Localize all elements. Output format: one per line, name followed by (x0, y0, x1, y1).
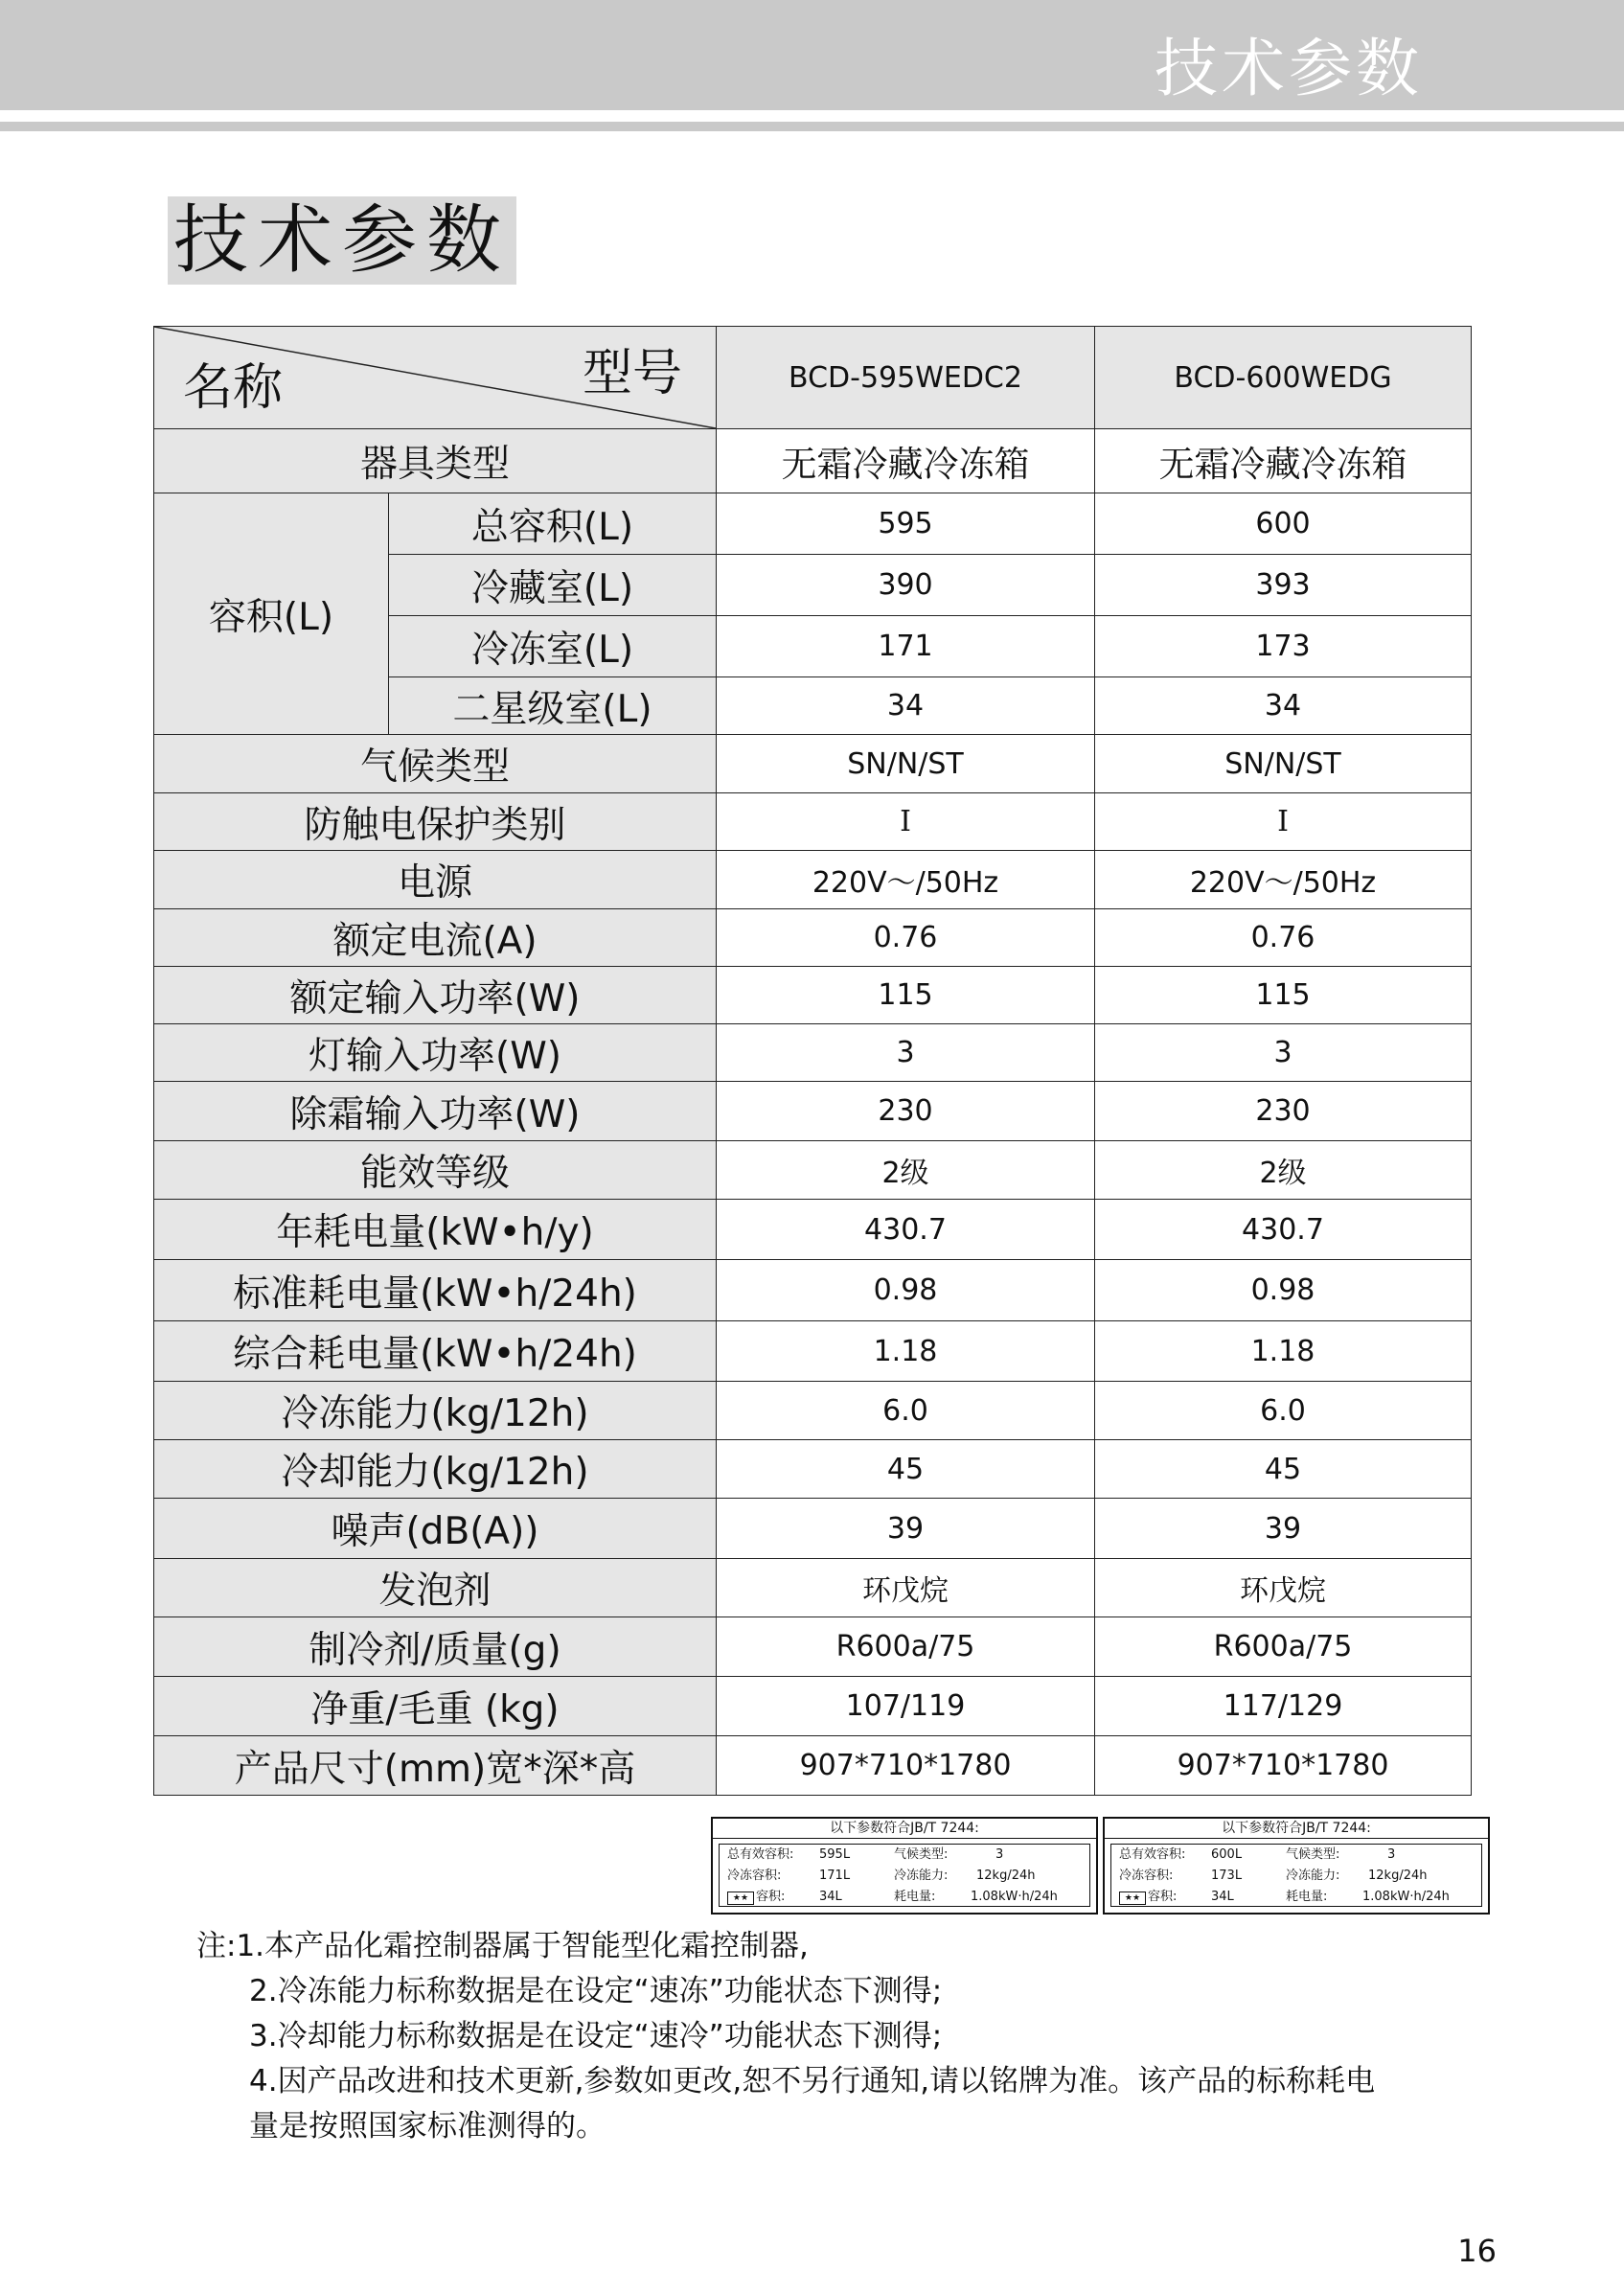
nameplate-key: 气候类型: (894, 1847, 949, 1862)
row-value: SN/N/ST (1095, 735, 1472, 793)
two-star-icon: ★★ (727, 1892, 754, 1905)
nameplate-row (720, 1866, 1089, 1887)
notes-section (196, 1924, 1442, 2149)
row-label: 灯输入功率(W) (154, 1024, 717, 1082)
row-value: 0.76 (1095, 909, 1472, 967)
row-label: 气候类型 (154, 735, 717, 793)
nameplate-key: 冷冻容积: (1119, 1869, 1174, 1883)
model-header: BCD-600WEDG (1095, 327, 1472, 429)
row-label: 除霜输入功率(W) (154, 1082, 717, 1141)
row-value: R600a/75 (717, 1617, 1095, 1677)
row-value: SN/N/ST (717, 735, 1095, 793)
table-row (154, 909, 1472, 967)
row-value: 45 (717, 1440, 1095, 1499)
header-corner-cell (154, 327, 717, 429)
row-value: 3 (717, 1024, 1095, 1082)
table-row (154, 1200, 1472, 1260)
row-value: I (717, 793, 1095, 851)
nameplate-key: 容积: (756, 1890, 786, 1904)
row-value: 0.98 (717, 1260, 1095, 1321)
row-value: 220V～/50Hz (717, 851, 1095, 909)
nameplate-row (1111, 1887, 1481, 1908)
table-row (154, 1440, 1472, 1499)
nameplate-key: 气候类型: (1286, 1847, 1340, 1862)
row-value: 907*710*1780 (717, 1736, 1095, 1796)
row-value: 393 (1095, 555, 1472, 616)
table-row (154, 967, 1472, 1024)
row-value: 无霜冷藏冷冻箱 (1095, 429, 1472, 493)
nameplate-label (711, 1817, 1098, 1915)
row-value: 2级 (1095, 1141, 1472, 1200)
table-row (154, 1141, 1472, 1200)
row-value: 115 (1095, 967, 1472, 1024)
row-value: 34 (1095, 677, 1472, 735)
row-value: 230 (1095, 1082, 1472, 1141)
note-item: 4.因产品改进和技术更新,参数如更改,恕不另行通知,请以铭牌为准。该产品的标称耗电量是按照国家标准测得的。 (249, 2064, 1376, 2144)
table-row (154, 1617, 1472, 1677)
row-label: 额定电流(A) (154, 909, 717, 967)
nameplate-key: 容积: (1148, 1890, 1178, 1904)
row-value: 230 (717, 1082, 1095, 1141)
nameplate-value: 3 (995, 1847, 1004, 1862)
row-value: 2级 (717, 1141, 1095, 1200)
row-value: 环戊烷 (1095, 1559, 1472, 1617)
nameplate-value: 1.08kW·h/24h (1362, 1890, 1450, 1904)
row-value: 0.76 (717, 909, 1095, 967)
nameplate-heading: 以下参数符合JB/T 7244: (713, 1819, 1096, 1839)
row-value: 6.0 (717, 1382, 1095, 1440)
table-row (154, 851, 1472, 909)
table-row (154, 1082, 1472, 1141)
note-item: 3.冷却能力标称数据是在设定“速冷”功能状态下测得; (249, 2019, 943, 2053)
row-label: 年耗电量(kW•h/y) (154, 1200, 717, 1260)
table-row (154, 1499, 1472, 1559)
two-star-icon: ★★ (1119, 1892, 1146, 1905)
nameplate-value: 173L (1211, 1869, 1243, 1883)
nameplate-key: 冷冻容积: (727, 1869, 782, 1883)
row-value: 430.7 (717, 1200, 1095, 1260)
nameplate-key: 总有效容积: (727, 1847, 794, 1862)
row-value: 环戊烷 (717, 1559, 1095, 1617)
row-value: 220V～/50Hz (1095, 851, 1472, 909)
table-row (154, 1024, 1472, 1082)
row-label: 冷冻室(L) (389, 616, 717, 677)
model-header: BCD-595WEDC2 (717, 327, 1095, 429)
table-row (154, 1321, 1472, 1382)
nameplate-value: 3 (1387, 1847, 1396, 1862)
spec-table (153, 326, 1472, 1796)
row-value: 1.18 (1095, 1321, 1472, 1382)
row-label: 二星级室(L) (389, 677, 717, 735)
nameplate-value: 34L (819, 1890, 842, 1904)
nameplate-value: 600L (1211, 1847, 1243, 1862)
row-label: 冷冻能力(kg/12h) (154, 1382, 717, 1440)
nameplate-row (1111, 1845, 1481, 1866)
row-value: 117/129 (1095, 1677, 1472, 1736)
row-label: 冷藏室(L) (389, 555, 717, 616)
nameplate-value: 12kg/24h (1368, 1869, 1428, 1883)
nameplate-value: 595L (819, 1847, 851, 1862)
page-number: 16 (1457, 2233, 1497, 2269)
row-label: 防触电保护类别 (154, 793, 717, 851)
row-label: 能效等级 (154, 1141, 717, 1200)
row-value: 600 (1095, 493, 1472, 555)
row-value: 173 (1095, 616, 1472, 677)
row-value: 171 (717, 616, 1095, 677)
row-label: 净重/毛重 (kg) (154, 1677, 717, 1736)
row-value: 115 (717, 967, 1095, 1024)
row-label: 冷却能力(kg/12h) (154, 1440, 717, 1499)
table-row (154, 735, 1472, 793)
nameplate-key: 耗电量: (894, 1890, 936, 1904)
table-row (154, 793, 1472, 851)
nameplate-value: 1.08kW·h/24h (971, 1890, 1058, 1904)
row-value: 39 (1095, 1499, 1472, 1559)
table-row (154, 1260, 1472, 1321)
row-value: 无霜冷藏冷冻箱 (717, 429, 1095, 493)
row-value: 595 (717, 493, 1095, 555)
table-row (154, 1559, 1472, 1617)
row-value: R600a/75 (1095, 1617, 1472, 1677)
row-label: 发泡剂 (154, 1559, 717, 1617)
row-value: 0.98 (1095, 1260, 1472, 1321)
nameplate-value: 34L (1211, 1890, 1234, 1904)
row-value: 907*710*1780 (1095, 1736, 1472, 1796)
row-label: 标准耗电量(kW•h/24h) (154, 1260, 717, 1321)
row-label: 综合耗电量(kW•h/24h) (154, 1321, 717, 1382)
nameplate-body (719, 1844, 1090, 1907)
row-value: 39 (717, 1499, 1095, 1559)
row-value: 107/119 (717, 1677, 1095, 1736)
nameplate-key: 耗电量: (1286, 1890, 1328, 1904)
row-value: 45 (1095, 1440, 1472, 1499)
row-label: 额定输入功率(W) (154, 967, 717, 1024)
row-label: 制冷剂/质量(g) (154, 1617, 717, 1677)
row-label: 产品尺寸(mm)宽*深*高 (154, 1736, 717, 1796)
table-row (154, 1736, 1472, 1796)
corner-model-label: 型号 (582, 345, 682, 402)
header-band-title: 技术参数 (1155, 32, 1423, 105)
row-label: 电源 (154, 851, 717, 909)
nameplate-label (1103, 1817, 1490, 1915)
row-value: 430.7 (1095, 1200, 1472, 1260)
row-value: 1.18 (717, 1321, 1095, 1382)
table-row (154, 1382, 1472, 1440)
section-title: 技术参数 (168, 196, 516, 285)
table-row (154, 1677, 1472, 1736)
note-item: 注:1.本产品化霜控制器属于智能型化霜控制器, (196, 1929, 809, 1963)
header-divider (0, 122, 1624, 131)
nameplate-key: 冷冻能力: (1286, 1869, 1340, 1883)
nameplate-row (720, 1845, 1089, 1866)
row-label: 噪声(dB(A)) (154, 1499, 717, 1559)
row-value: I (1095, 793, 1472, 851)
nameplate-heading: 以下参数符合JB/T 7244: (1105, 1819, 1488, 1839)
header-band (0, 0, 1624, 110)
nameplate-row (720, 1887, 1089, 1908)
nameplate-row (1111, 1866, 1481, 1887)
table-header-row (154, 327, 1472, 429)
row-value: 6.0 (1095, 1382, 1472, 1440)
row-label: 总容积(L) (389, 493, 717, 555)
row-value: 3 (1095, 1024, 1472, 1082)
note-item: 2.冷冻能力标称数据是在设定“速冻”功能状态下测得; (249, 1974, 943, 2008)
row-value: 390 (717, 555, 1095, 616)
table-row (154, 493, 1472, 555)
row-label: 器具类型 (154, 429, 717, 493)
nameplate-value: 12kg/24h (976, 1869, 1036, 1883)
capacity-group-label: 容积(L) (154, 493, 389, 735)
nameplate-key: 冷冻能力: (894, 1869, 949, 1883)
nameplate-key: 总有效容积: (1119, 1847, 1186, 1862)
corner-name-label: 名称 (183, 359, 284, 417)
table-row (154, 429, 1472, 493)
row-value: 34 (717, 677, 1095, 735)
nameplate-body (1110, 1844, 1482, 1907)
nameplate-value: 171L (819, 1869, 851, 1883)
